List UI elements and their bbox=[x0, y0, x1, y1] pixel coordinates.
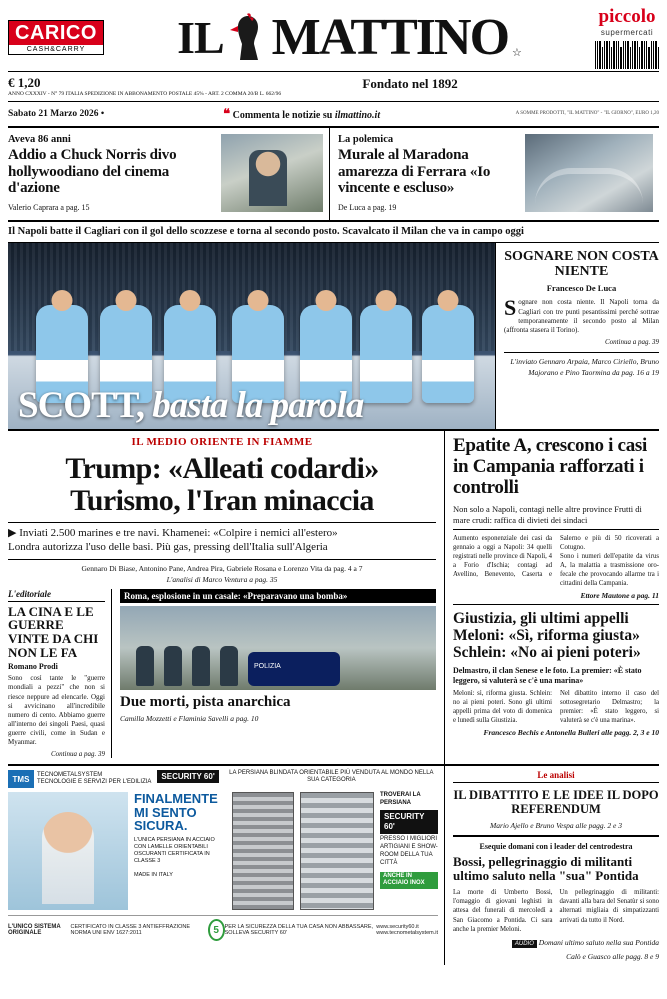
founded-line: Fondato nel 1892 bbox=[362, 76, 458, 91]
roma-story[interactable] bbox=[120, 589, 436, 758]
bossi-footer bbox=[453, 938, 659, 948]
piccolo-sub: supermercati bbox=[600, 28, 654, 37]
bottom-section bbox=[8, 766, 659, 965]
main-analysis-credit: L'analisi di Marco Ventura a pag. 35 bbox=[166, 574, 278, 584]
epatite-headline: Epatite A, crescono i casi in Campania rafforzati i controlli bbox=[453, 435, 647, 499]
sport-headline-word1: SCOTT, bbox=[18, 385, 144, 427]
ad-brand-logo bbox=[8, 770, 151, 788]
ad-claim bbox=[134, 792, 226, 833]
epatite-body-col2: Sono i numeri dell'epatite da virus A, la malattia a trasmissione oro-fecale che provocando allarme tra i cittadini della Campania. bbox=[560, 553, 659, 588]
ad-persiana-sub: LA PERSIANA BLINDATA ORIENTABILE PIÙ VENDUTA AL MONDO NELLA SUA CATEGORIA bbox=[229, 770, 434, 784]
barcode bbox=[595, 41, 659, 69]
ad-footer-note: PER LA SICUREZZA DELLA TUA CASA NON ABBASSARE, SOLLEVA SECURITY 60' bbox=[224, 924, 374, 937]
bossi-body bbox=[453, 888, 659, 933]
top-teasers bbox=[8, 128, 659, 222]
sport-photo-headline bbox=[18, 384, 363, 427]
main-story bbox=[8, 431, 445, 764]
sport-comment-author: Francesco De Luca bbox=[546, 283, 617, 294]
epatite-body bbox=[453, 534, 659, 588]
police-car bbox=[248, 652, 340, 686]
price-amount: € 1,20 bbox=[8, 75, 41, 90]
ad-security-badge: SECURITY 60' bbox=[157, 770, 218, 783]
sport-credits: L'inviato Gennaro Arpaia, Marco Ciriello, Bruno Majorano e Pino Taormina da pag. 16 a 19 bbox=[504, 352, 659, 377]
analysis-title: IL DIBATTITO E LE IDEE IL DOPO REFERENDUM bbox=[453, 788, 659, 817]
sport-block bbox=[8, 243, 659, 431]
sport-headline-word2: basta la parola bbox=[152, 385, 364, 427]
bottom-right-column bbox=[445, 766, 659, 965]
advertisement[interactable] bbox=[8, 766, 445, 965]
main-subhead-line1: ▶ Inviati 2.500 marines e tre navi. Khamenei: «Colpire i nemici all'estero» bbox=[8, 527, 338, 540]
piccolo-name: piccolo bbox=[598, 6, 656, 27]
star-icon: ☆ bbox=[512, 47, 522, 59]
title-il: IL bbox=[177, 12, 224, 63]
giustizia-body bbox=[453, 689, 659, 725]
bossi-label: Esequie domani con i leader del centrodestra bbox=[479, 841, 633, 851]
masthead bbox=[8, 0, 659, 71]
comment-promo bbox=[110, 106, 493, 122]
main-subhead bbox=[8, 522, 436, 560]
carico-ad-logo bbox=[8, 20, 104, 55]
legal-note: A SOMME PRODOTTI, "IL MATTINO" - "IL GIORNO", EURO 1,20 bbox=[515, 110, 659, 116]
middle-section bbox=[8, 431, 659, 766]
sport-comment bbox=[495, 243, 659, 429]
carico-logo-sub: CASH&CARRY bbox=[9, 45, 103, 54]
main-headline-line2: Turismo, l'Iran minaccia bbox=[70, 483, 374, 517]
giustizia-sub: Delmastro, il clan Senese e le foto. La premier: «È stato leggero, si valuterà se c'è una marina» bbox=[453, 665, 642, 685]
ad-find-block bbox=[380, 792, 438, 910]
ad-claim-sub: L'UNICA PERSIANA IN ACCIAIO CON LAMELLE ORIENTABILI OSCURANTI CERTIFICATA IN CLASSE 3 bbox=[134, 837, 215, 865]
bossi-audio-text: Domani ultimo saluto nella sua Pontida bbox=[538, 937, 659, 947]
ad-claim-line1: FINALMENTE bbox=[134, 791, 218, 807]
main-bylines: Gennaro Di Biase, Antonino Pane, Andrea Pira, Gabriele Rosana e Lorenzo Vita da pag. 4 a 7 bbox=[81, 563, 363, 573]
ad-shutter-image bbox=[232, 792, 294, 910]
bossi-headline: Bossi, pellegrinaggio di militanti ultimo saluto nella "sua" Pontida bbox=[453, 853, 639, 884]
bossi-credit: Calò e Guasco alle pagg. 8 e 9 bbox=[566, 951, 659, 961]
price bbox=[8, 75, 281, 98]
quote-icon: ❝ bbox=[223, 105, 231, 121]
teaser-photo bbox=[221, 134, 323, 212]
ad-model-photo bbox=[8, 792, 128, 910]
bossi-body-col1: La morte di Umberto Bossi, l'omaggio di giovani leghisti in attesa del funerali di mercoledì a San Giacomo a Pontida. Ci sara anche la premier Meloni. bbox=[453, 889, 553, 933]
teaser-kicker: Aveva 86 anni bbox=[8, 133, 71, 145]
roma-headline: Due morti, pista anarchica bbox=[120, 693, 291, 710]
bossi-body-col2: Un pellegrinaggio di militanti: davanti alla bara del Senatùr si sono alternati migliaia di simpatizzanti arrivati da tutto il Nord. bbox=[559, 889, 659, 924]
piccolo-ad-logo bbox=[595, 6, 659, 69]
comment-label: Commenta le notizie su bbox=[232, 109, 333, 121]
ad-warranty-badge: 5 bbox=[208, 919, 225, 941]
ad-certification: CERTIFICATO IN CLASSE 3 ANTIEFFRAZIONE NORMA UNI ENV 1627:2011 bbox=[70, 924, 191, 937]
title-mattino: MATTINO bbox=[271, 9, 509, 66]
ad-brand-sub: TECNOLOGIE E SERVIZI PER L'EDILIZIA bbox=[37, 779, 152, 786]
giustizia-credit: Francesco Bechis e Antonella Bulleri alle pagg. 2, 3 e 10 bbox=[483, 727, 659, 737]
ad-find-title: TROVERAI LA PERSIANA bbox=[380, 792, 421, 806]
analysis-authors: Mario Ajello e Bruno Vespa alle pagg. 2 e 3 bbox=[453, 821, 659, 837]
publication-date: Sabato 21 Marzo 2026 • bbox=[8, 108, 105, 119]
ad-find-badge: SECURITY 60' bbox=[380, 810, 438, 835]
ad-find-sub: PRESSO I MIGLIORI ARTIGIANI E SHOW-ROOM DELLA TUA CITTÀ bbox=[380, 836, 438, 866]
ad-made-in-italy: MADE IN ITALY bbox=[134, 871, 173, 878]
giustizia-headline: Giustizia, gli ultimi appelli Meloni: «Sì, riforma giusta» Schlein: «No ai pieni poteri» bbox=[453, 610, 641, 661]
teaser-chuck-norris[interactable] bbox=[8, 128, 329, 220]
analysis-label: Le analisi bbox=[453, 770, 659, 783]
price-details: ANNO CXXXIV - N° 79 ITALIA SPEDIZIONE IN ABBONAMENTO POSTALE 45% - ART. 2 COMMA 20/B L. 662/96 bbox=[8, 91, 282, 97]
rooster-icon bbox=[228, 12, 268, 64]
main-headline-line1: Trump: «Alleati codardi» bbox=[65, 452, 379, 486]
teaser-byline: De Luca a pag. 19 bbox=[338, 203, 397, 213]
epatite-sub: Non solo a Napoli, contagi nelle altre province Frutti di mare crudi: raffica di divieti dei sindaci bbox=[453, 504, 659, 530]
editorial-body: Sono così tante le "guerre mondiali a pezzi" che non si riesce neppure ad elencarle. Oggi si avvicinano all'incredibile numero di cento. Abbiamo guerre all'interno dei singoli Paesi, quasi guerre civili, come in Sudan e Myanmar. bbox=[8, 674, 105, 746]
epatite-body-col1: Aumento esponenziale dei casi da gennaio a oggi a Napoli: 34 quelli registrati nelle province di Napoli, 4 a Forio d'Ischia; contagi ad Avellino, Benevento, Caserta e Salerno e più di 50 ricoverati a Cotugno. bbox=[453, 535, 659, 579]
audio-icon[interactable]: AUDIO bbox=[512, 940, 537, 948]
editorial-label: L'editoriale bbox=[8, 589, 105, 602]
ad-website-secondary[interactable]: www.tecnometalsystem.it bbox=[376, 930, 439, 937]
roma-band: Roma, esplosione in un casale: «Preparavano una bomba» bbox=[120, 589, 436, 603]
price-row bbox=[8, 71, 659, 102]
ad-inox-badge: ANCHE IN ACCIAIO INOX bbox=[380, 872, 438, 890]
section-label: IL MEDIO ORIENTE IN FIAMME bbox=[131, 436, 313, 449]
sport-comment-title: SOGNARE NON COSTA NIENTE bbox=[504, 249, 659, 280]
sport-photo bbox=[8, 243, 495, 429]
roma-photo bbox=[120, 606, 436, 690]
teaser-photo bbox=[525, 134, 653, 212]
ad-website[interactable]: www.security60.it bbox=[376, 924, 419, 931]
newspaper-title bbox=[104, 8, 595, 67]
tms-logo-icon: TMS bbox=[8, 770, 34, 788]
teaser-maradona-mural[interactable] bbox=[329, 128, 659, 220]
ad-claim-line2: MI SENTO bbox=[134, 804, 197, 820]
sport-strap: Il Napoli batte il Cagliari con il gol dello scozzese e torna al secondo posto. Scavalcato il Milan che va in campo oggi bbox=[8, 222, 659, 243]
sport-comment-continued: Continua a pag. 39 bbox=[604, 338, 659, 347]
teaser-headline: Murale al Maradona amarezza di Ferrara «Io vincente e escluso» bbox=[338, 146, 491, 197]
editorial-title: LA CINA E LE GUERRE VINTE DA CHI NON LE FA bbox=[8, 603, 99, 660]
editorial-author: Romano Prodi bbox=[8, 662, 58, 672]
main-headline bbox=[8, 453, 436, 516]
main-subhead-line2: Londra autorizza l'uso delle basi. Più gas, pressing dell'Italia sull'Algeria bbox=[8, 541, 328, 554]
date-strip bbox=[8, 102, 659, 128]
ad-shutter-detail-image bbox=[300, 792, 374, 910]
giustizia-body-col2: Nel dibattito interno il caso del sottosegretario Delmastro; la premier: «È stato leggero, si valuterà se c'è una marina». bbox=[560, 689, 659, 724]
comment-site[interactable]: ilmattino.it bbox=[334, 109, 381, 121]
sport-comment-body: Sognare non costa niente. Il Napoli torna da Cagliari con tre punti pesantissimi perché sottrae temporaneamente il secondo posto al Milan (affronta stasera il Torino). bbox=[504, 295, 659, 335]
carico-logo-name: CARICO bbox=[9, 21, 103, 45]
right-column bbox=[445, 431, 659, 764]
epatite-credit: Ettore Mautone a pag. 11 bbox=[453, 591, 659, 605]
giustizia-body-col1: Melonì: sì, riforma giusta. Schlein: no ai pieni poteri. Sono gli ultimi appelli prima del voto di domenica e lunedì sulla Giustizia. bbox=[453, 689, 552, 724]
teaser-byline: Valerio Caprara a pag. 15 bbox=[8, 203, 90, 213]
roma-credits: Camilla Mozzetti e Flaminia Savelli a pag. 10 bbox=[120, 713, 259, 723]
ad-original-claim: L'UNICO SISTEMA ORIGINALE bbox=[8, 924, 61, 937]
teaser-headline: Addio a Chuck Norris divo hollywoodiano del cinema d'azione bbox=[8, 146, 177, 197]
editorial-continued: Continua a pag. 39 bbox=[50, 750, 105, 759]
teaser-kicker: La polemica bbox=[338, 133, 394, 145]
editorial-column bbox=[8, 589, 112, 758]
ad-brand-name: TECNOMETALSYSTEM bbox=[37, 771, 103, 778]
ad-claim-line3: SICURA. bbox=[134, 818, 188, 834]
